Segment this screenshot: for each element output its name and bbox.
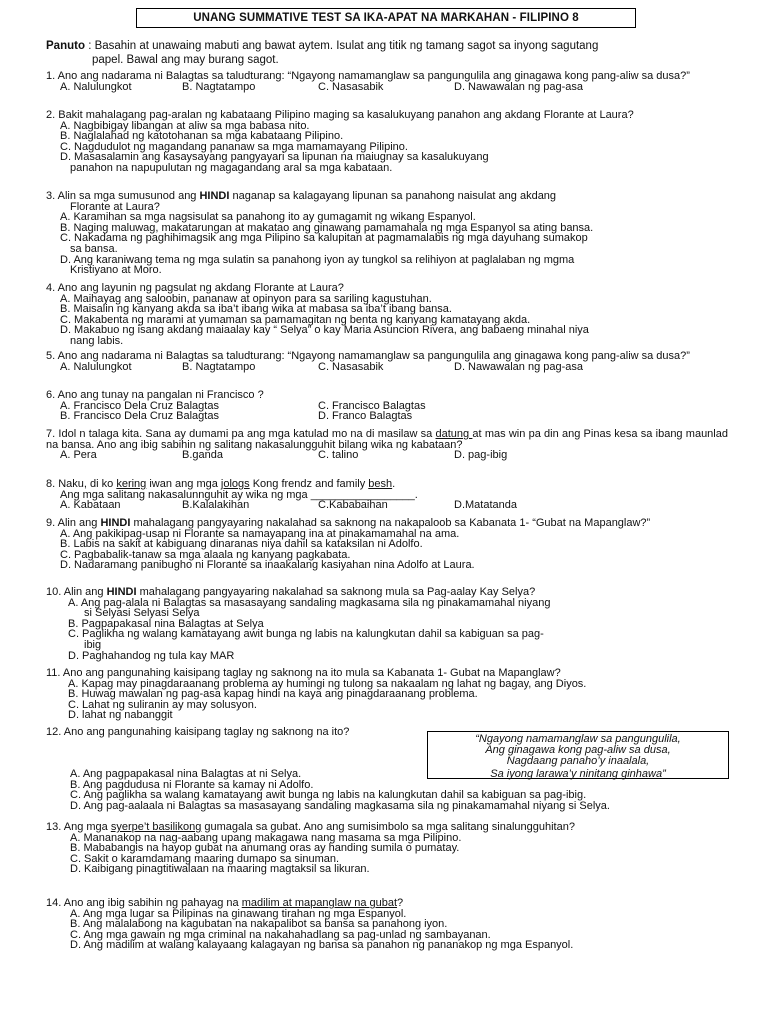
question-stem: 1. Ano ang nadarama ni Balagtas sa taludturang: “Ngayong namamanglaw sa pangungulila ang ginagawa kong pang-aliw sa dusa?”	[46, 70, 690, 82]
choice-c: C. Nasasabik	[318, 360, 384, 373]
stem-emphasis: HINDI	[106, 586, 137, 598]
question-stem: 5. Ano ang nadarama ni Balagtas sa taludturang: “Ngayong namamanglaw sa pangungulila ang ginagawa kong pang-aliw sa dusa?”	[46, 350, 690, 362]
choice-b: B. Francisco Dela Cruz Balagtas	[60, 410, 219, 423]
underlined-word: datung	[435, 428, 473, 440]
poem-line: Nagdaang panaho’y inaalala,	[506, 755, 650, 767]
choice-d: D. Nawawalan ng pag-asa	[454, 80, 584, 93]
question-13	[46, 822, 728, 875]
question-stem	[46, 191, 728, 202]
question-3	[46, 191, 728, 276]
stem-text: mahalagang pangyayaring nakalahad sa saknong mula sa Pag-aalay Kay Selya?	[136, 586, 536, 598]
question-stem: 4. Ano ang layunin ng pagsulat ng akdang Florante at Laura?	[46, 282, 344, 294]
choice-a-cont: si Selyasi Selyasi Selya	[84, 607, 200, 620]
question-14	[46, 898, 728, 951]
choice-b: B. Pagpapakasal nina Balagtas at Selya	[68, 617, 264, 630]
choice-d: D. Nawawalan ng pag-asa	[454, 360, 584, 373]
choices-row	[46, 362, 728, 373]
underlined-word: jologs	[220, 478, 250, 490]
question-12-choices	[46, 769, 728, 811]
choice-c-cont: sa bansa.	[70, 242, 118, 255]
choice-b: B.Kalalakihan	[182, 499, 250, 512]
choice-d: D. Ang pag-aalaala ni Balagtas sa masasayang sandaling magkasama sila ng pinakamamahal niyang si Selya.	[70, 799, 610, 812]
choice-c: C. Nakadama ng paghihimagsik ang mga Pilipino sa kalupitan at pagmamalabis ng mga dayuhang sumakop	[60, 232, 588, 245]
choice-c: C. Makabenta ng marami at yumaman sa pamamagitan ng benta ng kanyang kamatayang akda.	[60, 313, 531, 326]
question-5	[46, 351, 728, 372]
question-2	[46, 110, 728, 174]
poem-line: Sa iyong larawa’y ninitang ginhawa”	[490, 768, 666, 780]
question-stem	[46, 822, 728, 833]
stem-text: 13. Ang mga	[46, 821, 111, 833]
question-stem: 6. Ano ang tunay na pangalan ni Francisco ?	[46, 389, 264, 401]
choice-d-cont: nang labis.	[70, 334, 124, 347]
choice-a: A. Mananakop na nag-aabang upang makagawa nang masama sa mga Pilipino.	[70, 831, 462, 844]
choice-d: D. Masasalamin ang kasaysayang pangyayari sa lipunan na maiugnay sa kasalukuyang	[60, 151, 489, 164]
stem-text: iwan ang mga	[146, 478, 221, 490]
choice-b: B. Mababangis na hayop gubat na anumang oras ay handing sumila o pumatay.	[70, 842, 460, 855]
choice-a: A. Pera	[60, 449, 97, 462]
choice-d: D. Ang madilim at walang kalayaang kalagayan ng bansa sa panahon ng pananakop ng mga Espanyol.	[70, 939, 574, 952]
choice-c: C. Nagdudulot ng magandang pananaw sa mga mamamayang Pilipino.	[60, 140, 408, 153]
choice-a: A. Nalulungkot	[60, 80, 132, 93]
stem-text: gumagala sa gubat. Ano ang sumisimbolo sa mga salitang sinalungguhitan?	[201, 821, 575, 833]
stem-cont: Florante at Laura?	[70, 200, 160, 213]
underlined-word: besh	[368, 478, 393, 490]
stem-text: mahalagang pangyayaring nakalahad sa saknong na nakapaloob sa Kabanata 1- “Gubat na Mapanglaw?”	[130, 517, 651, 529]
choice-a: A. Ang pakikipag-usap ni Florante sa namayapang ina at pinakamamahal na ama.	[60, 527, 460, 540]
choice-a: A. Kabataan	[60, 499, 121, 512]
choice-d: D. Franco Balagtas	[318, 410, 413, 423]
choice-a: A. Kapag may pinagdaraanang problema ay humingi ng tulong sa nakaalam ng lahat ng bagay, ang Diyos.	[68, 677, 587, 690]
choice-d: D. Kaibigang pinagtitiwalaan na maaring magtaksil sa likuran.	[70, 863, 370, 876]
underlined-word: madilim at mapanglaw na gubat	[241, 897, 398, 909]
choice-c: C. Ang mga gawain ng mga criminal na nakahahadlang sa pag-unlad ng sambayanan.	[70, 928, 491, 941]
stem-text: 9. Alin ang	[46, 517, 101, 529]
stem-emphasis: HINDI	[199, 190, 230, 202]
choice-b: B. Ang malalabong na kagubatan na nakapalibot sa bansa sa panahong iyon.	[70, 918, 448, 931]
question-6	[46, 390, 728, 422]
choice-b: B. Naging maluwag, makatarungan at makatao ang ginawang pamamahala ng mga Espanyol sa ating bansa.	[60, 221, 594, 234]
choice-a: A. Karamihan sa mga nagsisulat sa panahong ito ay gumagamit ng wikang Espanyol.	[60, 211, 476, 224]
stem-text: ?	[397, 897, 404, 909]
choice-d: D. Nadaramang panibugho ni Florante sa inaakalang kasiyahan nina Adolfo at Laura.	[60, 559, 475, 572]
choice-b: B.ganda	[182, 449, 223, 462]
choice-d: D. pag-ibig	[454, 449, 508, 462]
choice-d: D. lahat ng nabanggit	[68, 709, 173, 722]
choice-c-cont: ibig	[84, 638, 102, 651]
stem-emphasis: HINDI	[100, 517, 131, 529]
choice-b: B. Maisalin ng kanyang akda sa iba’t ibang wika at mabasa sa iba’t ibang bansa.	[60, 303, 452, 316]
choice-d-cont: panahon na napupulutan ng magagandang aral sa mga kabataan.	[70, 161, 393, 174]
question-stem	[46, 898, 728, 909]
choices-row	[46, 450, 728, 461]
choice-d: D.Matatanda	[454, 499, 517, 512]
stem-text: naganap sa kalagayang lipunan sa panahong naisulat ang akdang	[229, 190, 557, 202]
choice-d-cont: Kristiyano at Moro.	[70, 264, 162, 277]
question-4	[46, 283, 728, 347]
choice-c: C. Lahat ng suliranin ay may solusyon.	[68, 698, 257, 711]
choice-d: D. Paghahandog ng tula kay MAR	[68, 649, 235, 662]
choice-b: B. Labis na sakit at kabiguang dinaranas niya dahil sa kataksilan ni Adolfo.	[60, 538, 423, 551]
poem-line: Ang ginagawa kong pag-aliw sa dusa,	[485, 744, 671, 756]
question-stem	[46, 518, 728, 529]
choice-a: A. Ang mga lugar sa Pilipinas na ginawang tirahan ng mga Espanyol.	[70, 907, 407, 920]
question-stem	[46, 479, 728, 490]
choice-b: B. Nagtatampo	[182, 360, 256, 373]
choice-a: A. Ang pagpapakasal nina Balagtas at ni Selya.	[70, 768, 302, 780]
choice-c: C. Pagbabalik-tanaw sa mga alaala ng kanyang pagkabata.	[60, 548, 351, 561]
underlined-word: syerpe’t basilikong	[110, 821, 202, 833]
choice-d: D. Ang karaniwang tema ng mga sulatin sa panahong iyon ay tungkol sa relihiyon at paglalaban ng mgma	[60, 253, 575, 266]
stem-text: 8. Naku, di ko	[46, 478, 117, 490]
question-stem	[46, 429, 728, 450]
question-9	[46, 518, 728, 571]
choices-row	[46, 82, 728, 93]
page-title: UNANG SUMMATIVE TEST SA IKA-APAT NA MARKAHAN - FILIPINO 8	[136, 8, 636, 28]
question-8	[46, 479, 728, 511]
question-7	[46, 429, 728, 461]
underlined-word: kering	[116, 478, 147, 490]
stem-cont: Ang mga salitang nakasalunnguhit ay wika ng mga _________________.	[60, 488, 418, 501]
stem-text: 10. Alin ang	[46, 586, 107, 598]
choice-a: A. Francisco Dela Cruz Balagtas	[60, 399, 219, 412]
choice-c: C. Nasasabik	[318, 80, 384, 93]
question-1	[46, 71, 728, 92]
stem-text: .	[392, 478, 396, 490]
question-11	[46, 668, 728, 721]
choices-row	[46, 411, 728, 422]
directions	[46, 39, 726, 67]
directions-text-cont: papel. Bawal ang may burang sagot.	[92, 54, 279, 66]
choice-d: D. Makabuo ng isang akdang maiaalay kay “ Selya” o kay Maria Asuncion Rivera, ang babaeng minahal niya	[60, 324, 589, 337]
choice-a: A. Nalulungkot	[60, 360, 132, 373]
directions-text: : Basahin at unawaing mabuti ang bawat aytem. Isulat ang titik ng tamang sagot sa inyong sagutang	[88, 40, 599, 52]
choice-a: A. Ang pag-alala ni Balagtas sa masasayang sandaling magkasama sila ng pinakamamahal niyang	[68, 596, 551, 609]
stem-text: 14. Ano ang ibig sabihin ng pahayag na	[46, 897, 242, 909]
choice-c: C. Sakit o karamdamang maaring dumapo sa sinuman.	[70, 852, 340, 865]
stem-text: 7. Idol n talaga kita. Sana ay dumami pa ang mga katulad mo na di masilaw sa	[46, 428, 436, 440]
directions-label: Panuto	[46, 40, 85, 52]
choice-c: C. talino	[318, 449, 359, 462]
choice-b: B. Huwag mawalan ng pag-asa kapag hindi na kaya ang pinagdaraanang problema.	[68, 688, 478, 701]
question-10	[46, 587, 728, 661]
choice-b: B. Ang pagdudusa ni Florante sa kamay ni Adolfo.	[70, 778, 314, 791]
question-12-stem	[46, 727, 426, 738]
choice-b: B. Nagtatampo	[182, 80, 256, 93]
choices-row	[46, 500, 728, 511]
choice-c: C. Ang paglikha sa walang kamatayang awit bunga ng labis na kalungkutan dahil sa kabiguan sa pag-ibig.	[70, 789, 587, 802]
choice-a: A. Nagbibigay libangan at aliw sa mga babasa nito.	[60, 119, 310, 132]
choice-c: C.Kababaihan	[318, 499, 388, 512]
poem-line: “Ngayong namamanglaw sa pangungulila,	[475, 733, 681, 745]
stem-text: at mas win pa din ang Pinas kesa sa ibang maunlad na bansa. Ano ang ibig sabihin ng salitang nakasalungguhit bilang wika ng kabataan?	[46, 428, 728, 451]
choice-c: C. Paglikha ng walang kamatayang awit bunga ng labis na kalungkutan dahil sa kabiguan sa pag-	[68, 628, 544, 641]
stem-text: Kong frendz and family	[249, 478, 369, 490]
question-stem: 12. Ano ang pangunahing kaisipang taglay ng saknong na ito?	[46, 726, 350, 738]
choice-b: B. Naglalahad ng katotohanan sa mga kabataang Pilipino.	[60, 130, 344, 143]
question-stem	[46, 587, 728, 598]
question-stem: 11. Ano ang pangunahing kaisipang taglay ng saknong na ito mula sa Kabanata 1- Gubat na Mapanglaw?	[46, 667, 561, 679]
choice-c: C. Francisco Balagtas	[318, 399, 426, 412]
question-stem: 2. Bakit mahalagang pag-aralan ng kabataang Pilipino maging sa kasalukuyang panahon ang akdang Florante at Laura?	[46, 109, 634, 121]
choice-a: A. Maihayag ang saloobin, pananaw at opinyon para sa sariling kagustuhan.	[60, 292, 432, 305]
stem-text: 3. Alin sa mga sumusunod ang	[46, 190, 200, 202]
